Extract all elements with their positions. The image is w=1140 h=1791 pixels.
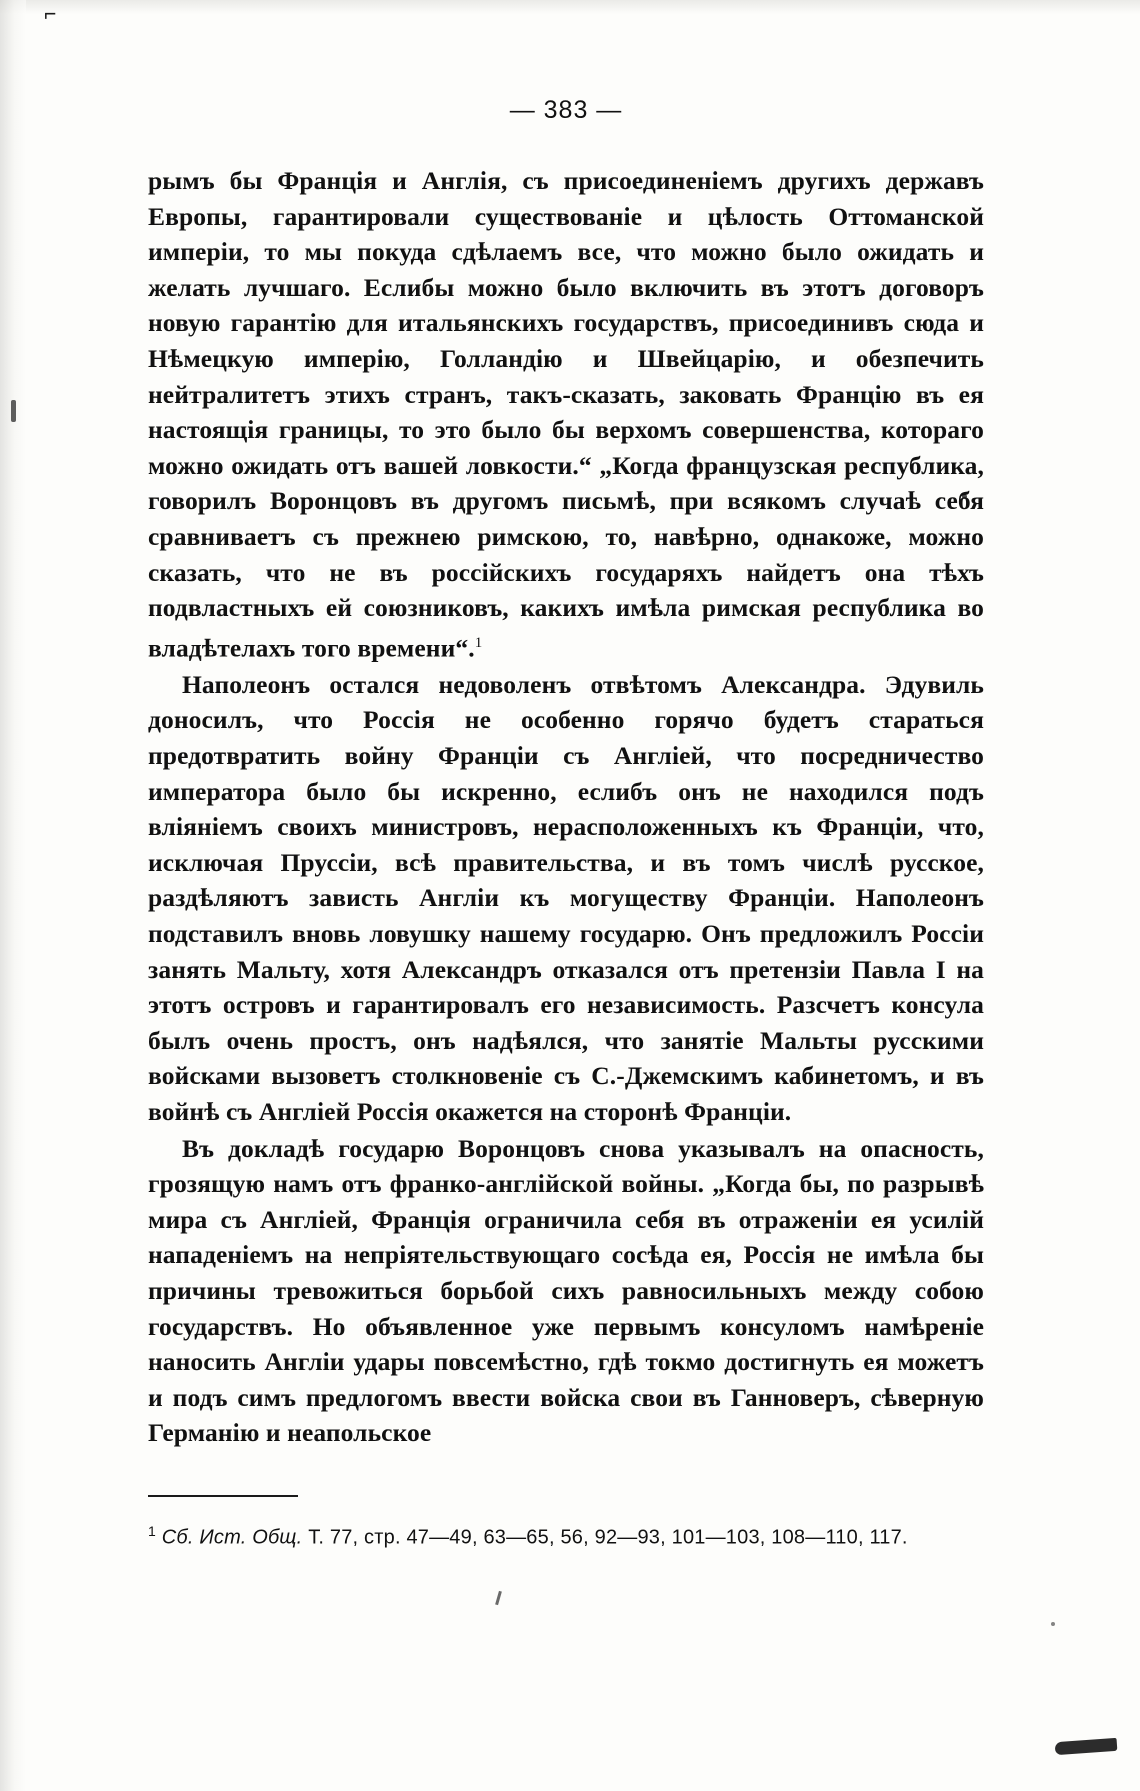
footnote-text: Т. 77, стр. 47—49, 63—65, 56, 92—93, 101—103, 108—110, 117. — [308, 1526, 908, 1549]
scan-speck — [495, 1591, 502, 1605]
page-number: — 383 — — [509, 96, 623, 124]
paragraph-1 — [148, 163, 984, 666]
scan-speck — [1051, 1622, 1055, 1626]
footnote-marker: 1 — [148, 1522, 156, 1539]
scan-edge-top — [0, 0, 1140, 14]
corner-scan-artifact: ⌐ — [44, 1, 55, 26]
paragraph-3: Въ докладѣ государю Воронцовъ снова указывалъ на опасность, грозящую намъ отъ франко-англійской войны. „Когда бы, по разрывѣ мира съ Англіей, Франція ограничила себя въ отраженіи ея усилій нападеніемъ на непріятельствующаго сосѣда ея, Россія не имѣла бы причины тревожиться борьбой сихъ равносильныхъ между собою государствъ. Но объявленное уже первымъ консуломъ намѣреніе наносить Англіи удары повсемѣстно, гдѣ токмо достигнуть ея можетъ и подъ симъ предлогомъ ввести войска свои въ Ганноверъ, сѣверную Германію и неапольское — [148, 1133, 984, 1448]
paragraph-text: рымъ бы Франція и Англія, съ присоединеніемъ другихъ державъ Европы, гарантировали существованіе и цѣлость Оттоманской имперіи, то мы покуда сдѣлаемъ все, что можно было ожидать и желать лучшаго. Еслибы можно было включить въ этотъ договоръ новую гарантію для итальянскихъ государствъ, присоединивъ сюда и Нѣмецкую имперію, Голландію и Швейцарію, и обезпечить нейтралитетъ этихъ странъ, такъ-сказать, заковать Францію въ ея настоящія границы, то это было бы верхомъ совершенства, котораго можно ожидать отъ вашей ловкости.“ „Когда французская республика, говорилъ Воронцовъ въ другомъ письмѣ, при всякомъ случаѣ себя сравниваетъ съ прежнею римскою, то, навѣрно, однакоже, можно сказать, что не въ россійскихъ государяхъ найдетъ она тѣхъ подвластныхъ ей союзниковъ, какихъ имѣла римская республика во владѣтелахъ того времени“. — [148, 166, 984, 663]
footnote-reference: 1 — [474, 634, 483, 651]
footnote-source: Сб. Ист. Общ. — [161, 1526, 303, 1549]
scan-edge-left — [0, 0, 26, 1791]
scan-speck — [11, 400, 16, 422]
paragraph-2: Наполеонъ остался недоволенъ отвѣтомъ Александра. Эдувиль доносилъ, что Россія не особенно горячо будетъ стараться предотвратить войну Франціи съ Англіей, что посредничество императора было бы искренно, еслибъ онъ не находился подъ вліяніемъ своихъ министровъ, нерасположенныхъ къ Франціи, что, исключая Пруссіи, всѣ правительства, и въ томъ числѣ русское, раздѣляютъ зависть Англіи къ могуществу Франціи. Наполеонъ подставилъ вновь ловушку нашему государю. Онъ предложилъ Россіи занять Мальту, хотя Александръ отказался отъ претензіи Павла I на этотъ островъ и гарантировалъ его независимость. Разсчетъ консула былъ очень простъ, онъ надѣялся, что занятіе Мальты русскими войсками вызоветъ столкновеніе съ С.-Джемскимъ кабинетомъ, и въ войнѣ съ Англіей Россія окажется на сторонѣ Франціи. — [148, 669, 984, 1126]
footnote — [148, 1516, 984, 1554]
scan-speck — [1055, 1738, 1118, 1755]
footnote-separator — [148, 1495, 298, 1497]
page-content — [148, 96, 984, 1554]
